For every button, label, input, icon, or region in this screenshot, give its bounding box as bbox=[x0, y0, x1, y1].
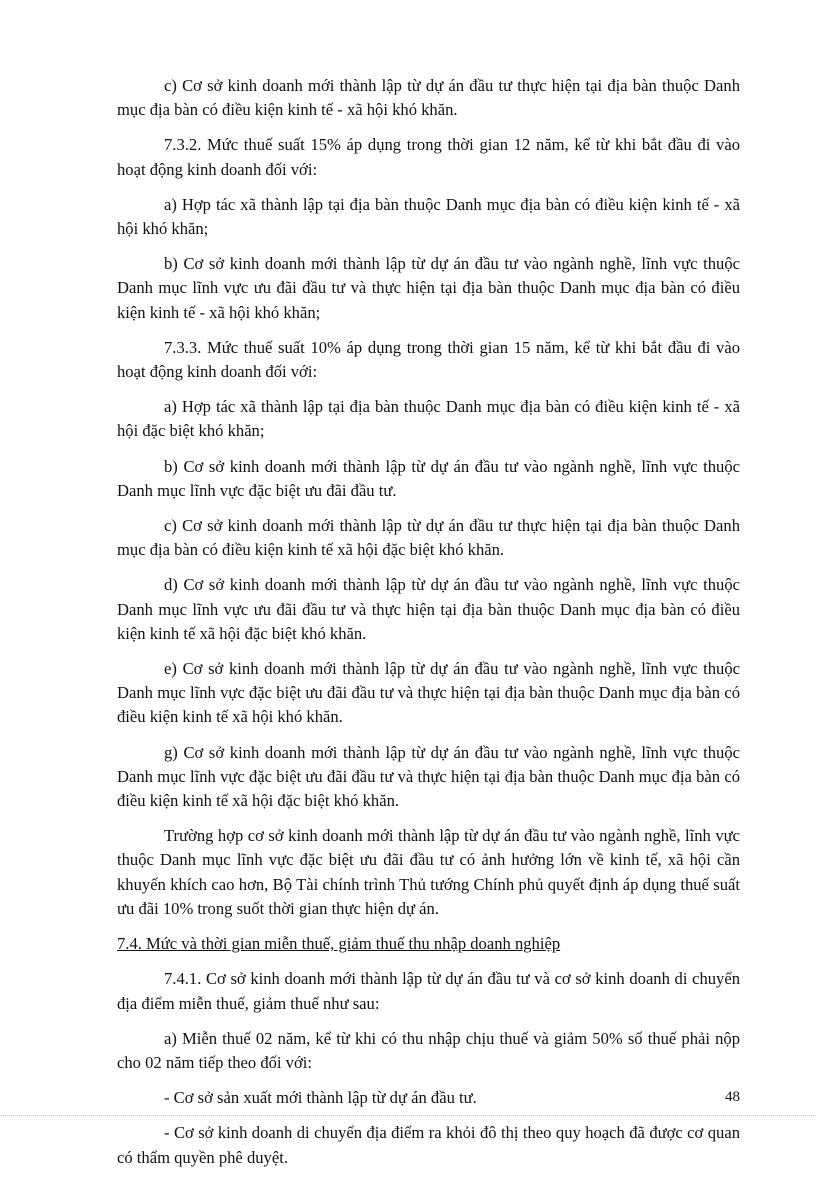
paragraph-7-3-3-d: d) Cơ sở kinh doanh mới thành lập từ dự án đầu tư vào ngành nghề, lĩnh vực thuộc Danh mục lĩnh vực ưu đãi đầu tư và thực hiện tại địa bàn thuộc Danh mục địa bàn có điều kiện kinh tế xã hội đặc biệt khó khăn. bbox=[117, 575, 740, 643]
paragraph-7-3-3-b: b) Cơ sở kinh doanh mới thành lập từ dự án đầu tư vào ngành nghề, lĩnh vực thuộc Danh mục lĩnh vực đặc biệt ưu đãi đầu tư. bbox=[117, 456, 740, 500]
paragraph-7-3-1-c: c) Cơ sở kinh doanh mới thành lập từ dự án đầu tư thực hiện tại địa bàn thuộc Danh mục địa bàn có điều kiện kinh tế - xã hội khó khăn. bbox=[117, 76, 740, 120]
bullet-new-production-facility: - Cơ sở sản xuất mới thành lập từ dự án đầu tư. bbox=[164, 1088, 477, 1108]
page-bottom-divider bbox=[0, 1115, 816, 1116]
paragraph-7-3-3: 7.3.3. Mức thuế suất 10% áp dụng trong thời gian 15 năm, kể từ khi bắt đầu đi vào hoạt động kinh doanh đối với: bbox=[117, 337, 740, 382]
paragraph-7-3-2-a: a) Hợp tác xã thành lập tại địa bàn thuộc Danh mục địa bàn có điều kiện kinh tế - xã hội khó khăn; bbox=[117, 194, 740, 239]
paragraph-7-3-3-c: c) Cơ sở kinh doanh mới thành lập từ dự án đầu tư thực hiện tại địa bàn thuộc Danh mục địa bàn có điều kiện kinh tế xã hội đặc biệt khó khăn. bbox=[117, 516, 740, 560]
section-heading-7-4: 7.4. Mức và thời gian miễn thuế, giảm thuế thu nhập doanh nghiệp bbox=[117, 934, 561, 954]
paragraph-7-4-1: 7.4.1. Cơ sở kinh doanh mới thành lập từ dự án đầu tư và cơ sở kinh doanh di chuyển địa điểm miễn thuế, giảm thuế như sau: bbox=[117, 969, 740, 1013]
paragraph-7-3-3-a: a) Hợp tác xã thành lập tại địa bàn thuộc Danh mục địa bàn có điều kiện kinh tế - xã hội đặc biệt khó khăn; bbox=[117, 397, 740, 441]
paragraph-7-3-2: 7.3.2. Mức thuế suất 15% áp dụng trong thời gian 12 năm, kể từ khi bắt đầu đi vào hoạt động kinh doanh đối với: bbox=[117, 135, 740, 179]
bullet-relocated-business: - Cơ sở kinh doanh di chuyển địa điểm ra khỏi đô thị theo quy hoạch đã được cơ quan có thẩm quyền phê duyệt. bbox=[117, 1123, 740, 1167]
document-body bbox=[117, 74, 740, 1181]
paragraph-7-3-3-e: e) Cơ sở kinh doanh mới thành lập từ dự án đầu tư vào ngành nghề, lĩnh vực thuộc Danh mục lĩnh vực đặc biệt ưu đãi đầu tư và thực hiện tại địa bàn thuộc Danh mục địa bàn có điều kiện kinh tế xã hội khó khăn. bbox=[117, 659, 740, 727]
paragraph-7-3-3-g: g) Cơ sở kinh doanh mới thành lập từ dự án đầu tư vào ngành nghề, lĩnh vực thuộc Danh mục lĩnh vực đặc biệt ưu đãi đầu tư và thực hiện tại địa bàn thuộc Danh mục địa bàn có điều kiện kinh tế xã hội đặc biệt khó khăn. bbox=[117, 742, 740, 811]
page-number: 48 bbox=[725, 1089, 740, 1105]
paragraph-7-4-1-a: a) Miễn thuế 02 năm, kể từ khi có thu nhập chịu thuế và giảm 50% số thuế phải nộp cho 02 năm tiếp theo đối với: bbox=[117, 1028, 740, 1072]
paragraph-7-3-2-b: b) Cơ sở kinh doanh mới thành lập từ dự án đầu tư vào ngành nghề, lĩnh vực thuộc Danh mục lĩnh vực ưu đãi đầu tư và thực hiện tại địa bàn thuộc Danh mục địa bàn có điều kiện kinh tế - xã hội khó khăn; bbox=[117, 254, 740, 322]
paragraph-special-case: Trường hợp cơ sở kinh doanh mới thành lập từ dự án đầu tư vào ngành nghề, lĩnh vực thuộc Danh mục lĩnh vực đặc biệt ưu đãi đầu tư có ảnh hưởng lớn về kinh tế, xã hội cần khuyến khích cao hơn, Bộ Tài chính trình Thủ tướng Chính phủ quyết định áp dụng thuế suất ưu đãi 10% trong suốt thời gian thực hiện dự án. bbox=[117, 826, 740, 918]
